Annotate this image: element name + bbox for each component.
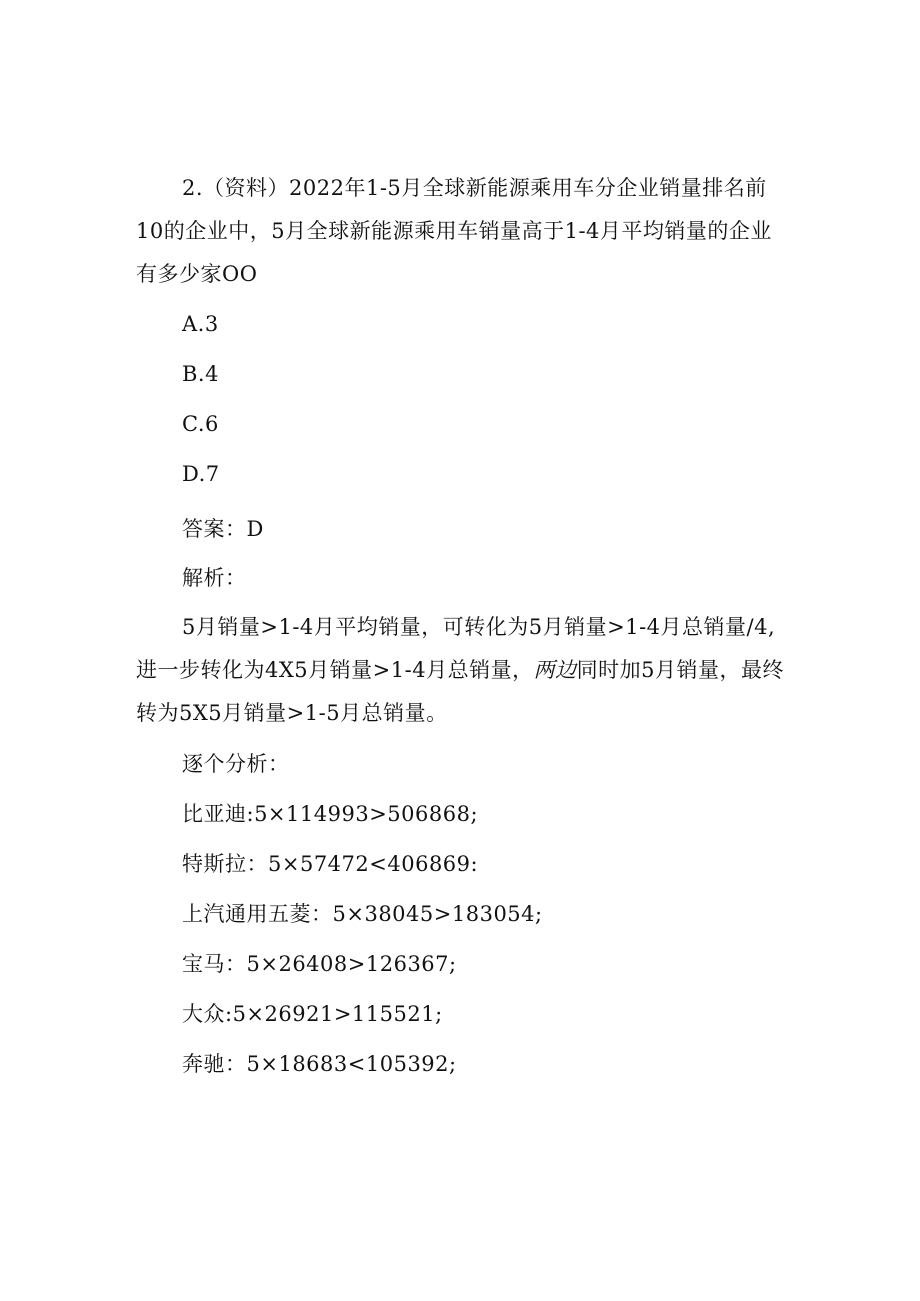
analysis-item: 上汽通用五菱：5×38045>183054;	[182, 902, 543, 926]
analysis-heading: 解析：	[182, 566, 247, 590]
option-a: A.3	[182, 312, 219, 336]
analysis-item: 比亚迪:5×114993>506868;	[182, 802, 479, 826]
question-text: 2.（资料）2022年1-5月全球新能源乘用车分企业销量排名前10的企业中，5月全球新能源乘用车销量高于1-4月平均销量的企业有多少家OO	[136, 176, 772, 286]
analysis-text-1: 5月销量>1-4月平均销量，可转化为5月销量>1-4月总销量/4,进一步转化为4X5月销量>1-4月总销量，	[136, 615, 776, 682]
answer-line: 答案：D	[182, 517, 264, 541]
analysis-text-3: 同时加5月销量，最终转为5X5月销量>1-5月总销量。	[136, 658, 784, 725]
analysis-paragraph	[136, 606, 786, 735]
analysis-item: 大众:5×26921>115521;	[182, 1002, 443, 1026]
analysis-item: 特斯拉：5×57472<406869:	[182, 852, 479, 876]
option-b: B.4	[182, 362, 219, 386]
analysis-text-italic: 两边	[533, 658, 577, 682]
analysis-item: 奔驰：5×18683<105392;	[182, 1052, 457, 1076]
analysis-item: 宝马：5×26408>126367;	[182, 952, 457, 976]
option-c: C.6	[182, 412, 219, 436]
step-heading: 逐个分析：	[182, 752, 290, 776]
option-d: D.7	[182, 462, 220, 486]
